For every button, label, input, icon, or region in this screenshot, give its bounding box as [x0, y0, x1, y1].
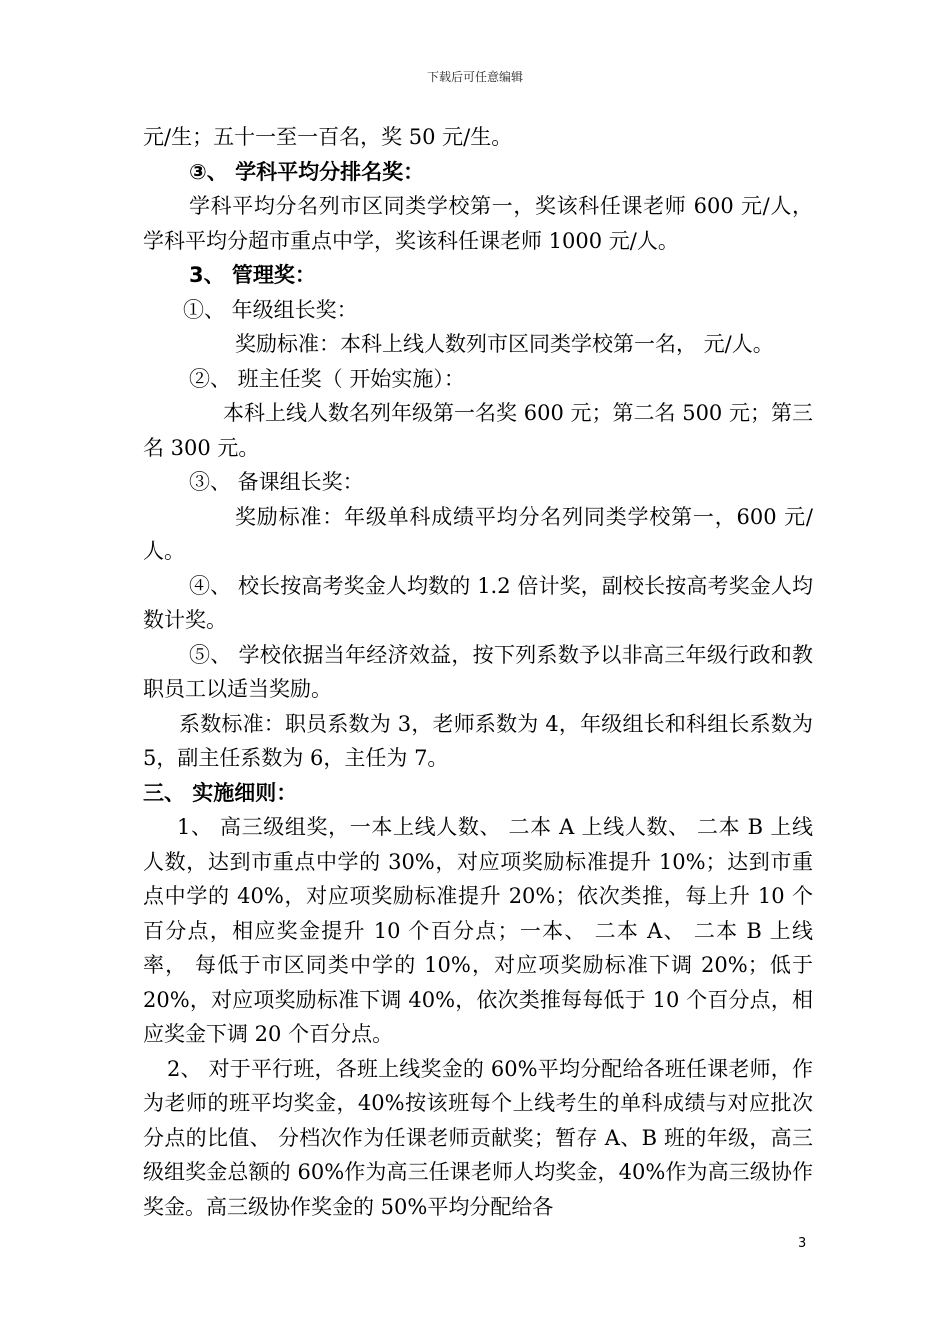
paragraph: 奖励标准：本科上线人数列市区同类学校第一名， 元/人。	[235, 332, 774, 356]
paragraph: 系数标准：职员系数为 3，老师系数为 4，年级组长和科组长系数为 5，副主任系数为 6，主任为 7。	[143, 711, 813, 770]
paragraph: 奖励标准：年级单科成绩平均分名列同类学校第一，600 元/人。	[143, 504, 813, 563]
paragraph: ⑤、 学校依据当年经济效益，按下列系数予以非高三年级行政和教职员工以适当奖励。	[143, 642, 813, 701]
paragraph: 学科平均分名列市区同类学校第一，奖该科任课老师 600 元/人，学科平均分超市重点中学，奖该科任课老师 1000 元/人。	[143, 194, 813, 253]
section-heading: 3、 管理奖：	[189, 263, 316, 287]
page-number: 3	[798, 1236, 807, 1251]
paragraph: 1、 高三级组奖，一本上线人数、 二本 A 上线人数、 二本 B 上线人数，达到市重点中学的 30%，对应项奖励标准提升 10%；达到市重点中学的 40%，对应项奖励标准提升 20%；依次类推，每上升 10 个百分点，相应奖金提升 10 个百分点；一本、 二本 A、 二本 B 上线率， 每低于市区同类中学的 10%，对应项奖励标准下调 20%；低于 20%，对应项奖励标准下调 40%，依次类推每每低于 10 个百分点，相应奖金下调 20 个百分点。	[143, 815, 813, 1046]
document-body	[143, 120, 813, 1224]
paragraph: 元/生；五十一至一百名，奖 50 元/生。	[143, 125, 513, 149]
sub-heading: ②、 班主任奖（ 开始实施）：	[189, 366, 465, 391]
paragraph: 2、 对于平行班，各班上线奖金的 60%平均分配给各班任课老师，作为老师的班平均奖金，40%按该班每个上线考生的单科成绩与对应批次分点的比值、 分档次作为任课老师贡献奖；暂存 A、B 班的年级，高三级组奖金总额的 60%作为高三任课老师人均奖金，40%作为高三级协作奖金。高三级协作奖金的 50%平均分配给各	[143, 1056, 813, 1219]
paragraph: ④、 校长按高考奖金人均数的 1.2 倍计奖，副校长按高考奖金人均数计奖。	[143, 573, 813, 632]
sub-heading: ③、 备课组长奖：	[189, 470, 364, 494]
section-heading: ③、 学科平均分排名奖：	[189, 159, 425, 184]
paragraph: 本科上线人数名列年级第一名奖 600 元；第二名 500 元；第三名 300 元。	[143, 401, 813, 460]
page-header: 下载后可任意编辑	[426, 70, 523, 84]
sub-heading: ①、 年级组长奖：	[183, 297, 358, 322]
section-heading: 三、 实施细则：	[143, 780, 298, 805]
